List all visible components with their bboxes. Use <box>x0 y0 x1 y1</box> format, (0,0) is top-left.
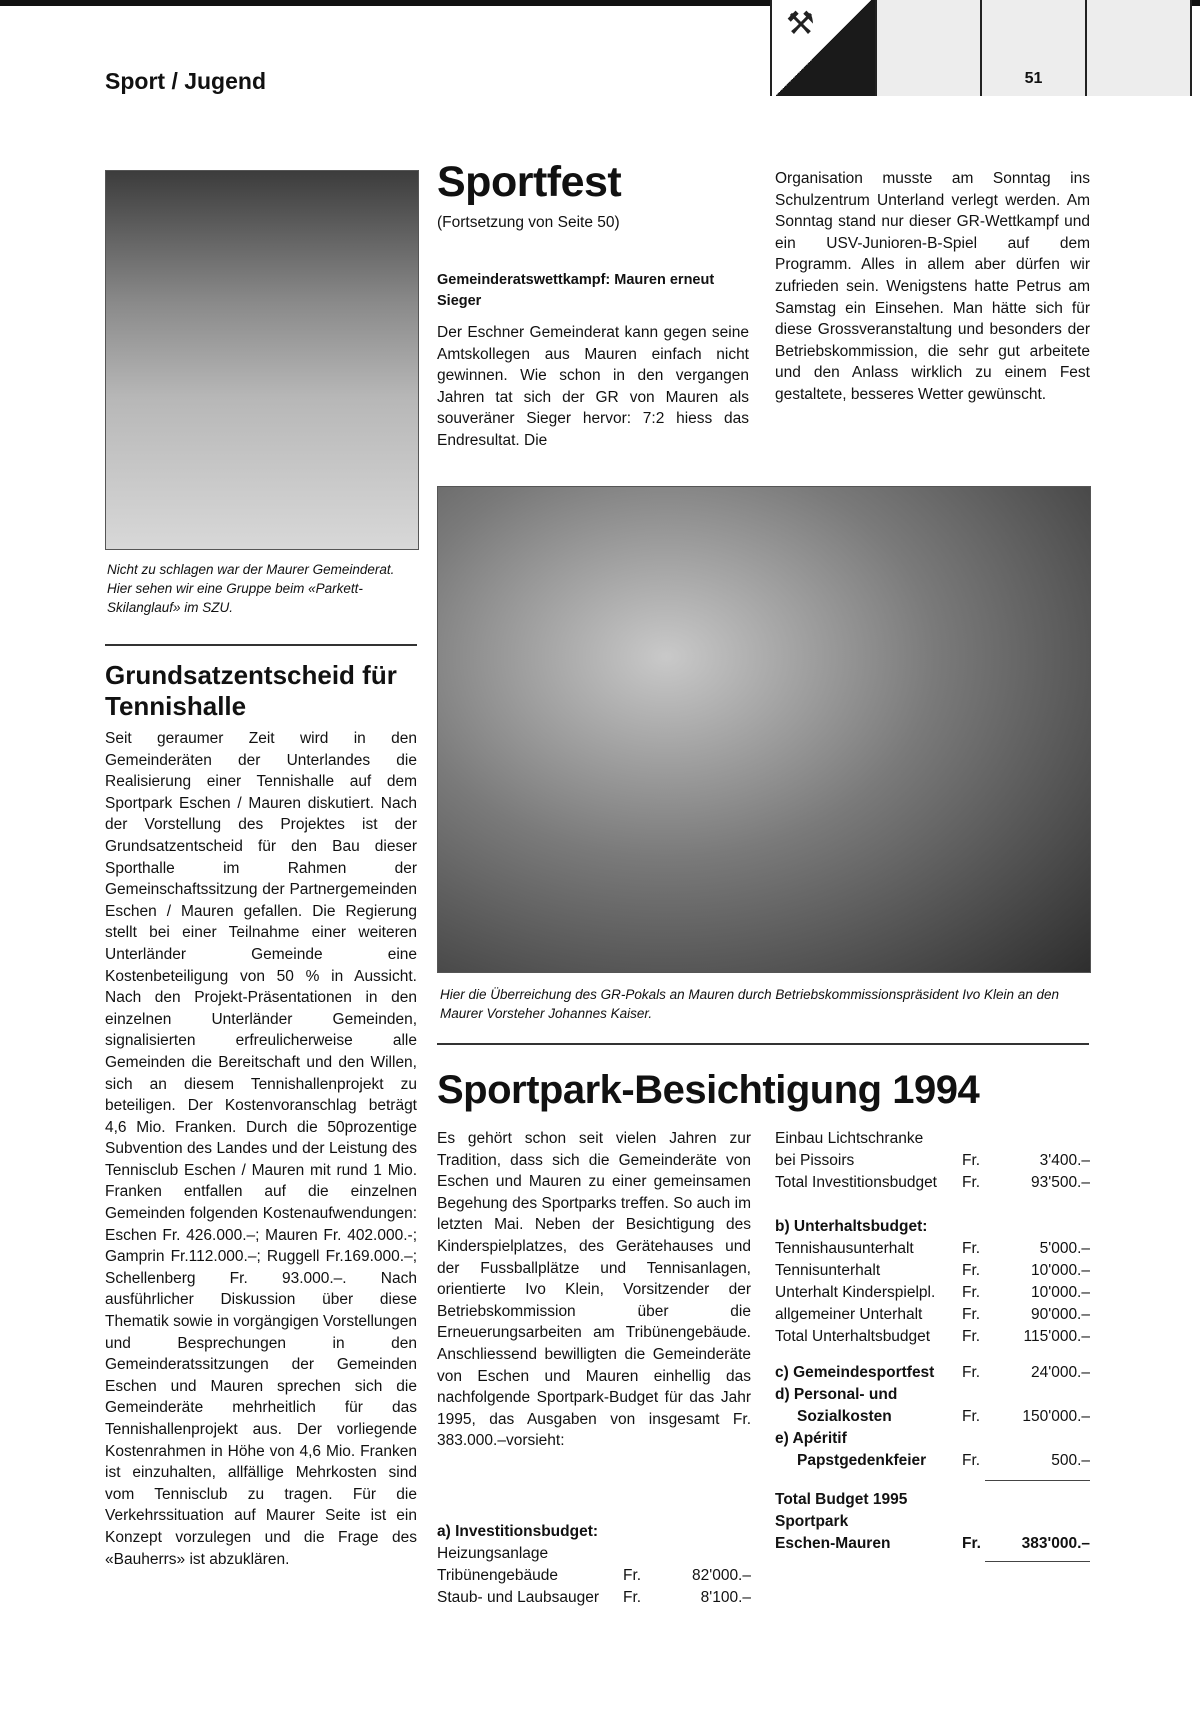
budget-row: allgemeiner Unterhalt Fr. 90'000.– <box>775 1306 1090 1323</box>
sportfest-continuation: (Fortsetzung von Seite 50) <box>437 214 620 231</box>
budget-row: Einbau Lichtschranke <box>775 1130 924 1147</box>
budget-row: Unterhalt Kinderspielpl. Fr. 10'000.– <box>775 1284 1090 1301</box>
page-number: 51 <box>1024 70 1043 87</box>
photo-parkett-skilanglauf <box>105 170 419 550</box>
budget-row-e2: Papstgedenkfeier Fr. 500.– <box>797 1452 1090 1469</box>
budget-row-d1: d) Personal- und <box>775 1386 898 1403</box>
sportpark-title: Sportpark-Besichtigung 1994 <box>437 1068 980 1112</box>
sportfest-title: Sportfest <box>437 158 622 206</box>
budget-row: Staub- und Laubsauger Fr. 8'100.– <box>437 1589 751 1606</box>
budget-row: Tribünengebäude Fr. 82'000.– <box>437 1567 751 1584</box>
section-header: Sport / Jugend <box>105 68 266 94</box>
sportfest-subhead: Gemeinderatswettkampf: Mauren erneut Sieger <box>437 272 715 309</box>
divider-left <box>105 644 417 646</box>
budget-row-e1: e) Apéritif <box>775 1430 847 1447</box>
sportpark-intro: Es gehört schon seit vielen Jahren zur Tradition, dass sich die Gemeinderäte von Eschen und Mauren zu einer gemeinsamen Begehung des Sportparks treffen. So auch im letzten Mai. Neben der Besichtigung des Kinderspielplatzes, des Gerätehauses und der Fussballplätze und Tennisanlagen, orientierte Ivo Klein, Vorsitzender der Betriebskommission über die Erneuerungsarbeiten am Tribünengebäude. Anschliessend bewilligten die Gemeinderäte von Eschen und Mauren einhellig das nachfolgende Sportpark-Budget für das Jahr 1995, das Ausgaben von insgesamt Fr. 383.000.–vorsieht: <box>437 1130 751 1450</box>
tab-blank-1 <box>875 0 980 96</box>
header-tabs <box>770 0 1192 96</box>
budget-row: Tennisunterhalt Fr. 10'000.– <box>775 1262 1090 1279</box>
budget-total-2: Sportpark <box>775 1513 849 1530</box>
total-rule-bottom <box>985 1561 1090 1562</box>
budget-row: Heizungsanlage <box>437 1545 549 1562</box>
tab-blank-2 <box>1085 0 1192 96</box>
budget-row: Total Unterhaltsbudget Fr. 115'000.– <box>775 1328 1090 1345</box>
budget-total-1: Total Budget 1995 <box>775 1491 908 1508</box>
crossed-tools-icon: ⚒ <box>786 5 815 41</box>
budget-row-c: c) Gemeindesportfest Fr. 24'000.– <box>775 1364 1090 1381</box>
budget-row: Total Investitionsbudget Fr. 93'500.– <box>775 1174 1090 1191</box>
budget-a-title: a) Investitionsbudget: <box>437 1523 599 1540</box>
sportfest-text-col1: Der Eschner Gemeinderat kann gegen seine Amtskollegen aus Mauren einfach nicht gewinnen. Wie schon in den vergangen Jahren tat sich der GR von Mauren als souveräner Sieger hervor: 7:2 hiess das Endresultat. Die <box>437 324 749 449</box>
budget-b-title: b) Unterhaltsbudget: <box>775 1218 928 1235</box>
photo-trophy-handover <box>437 486 1091 973</box>
divider-right <box>437 1043 1089 1045</box>
tennis-body: Seit geraumer Zeit wird in den Gemeinderäten der Unterlandes die Realisierung einer Tennishalle auf dem Sportpark Eschen / Mauren diskutiert. Nach der Vorstellung des Projektes ist der Grundsatzentscheid für den Bau dieser Sporthalle im Rahmen der Gemeinschaftssitzung der Partnergemeinden Eschen / Mauren gefallen. Die Regierung stellt bei einer Teilnahme einer weiteren Unterländer Gemeinde eine Kostenbeteiligung von 50 % in Aussicht. Nach den Projekt-Präsentationen in den einzelnen Unterländer Gemeinden, signalisierten erfreulicherweise alle Gemeinden die Bereitschaft und den Willen, sich an diesem Tennishallenprojekt zu beteiligen. Der Kostenvoranschlag beträgt 4,6 Mio. Franken. Durch die 50prozentige Subvention des Landes und der Leistung des Tennisclub Eschen / Mauren mit rund 1 Mio. Franken entfallen auf die einzelnen Gemeinden folgenden Kostenaufwendungen: Eschen Fr. 426.000.–; Mauren Fr. 402.000.-; Gamprin Fr.112.000.–; Ruggell Fr.169.000.–; Schellenberg Fr. 93.000.–. Nach ausführlicher Diskussion über diese Thematik sowie in vorgängigen Vorstellungen und Besprechungen in den Gemeinderatssitzungen der Gemeinden Eschen und Mauren sprechen sich die Gemeinderäte mehrheitlich für das Tennishallenprojekt aus. Der vorliegende Kostenrahmen in Höhe von 4,6 Mio. Franken ist einzuhalten, allfällige Mehrkosten sind vom Tennisclub zu tragen. Für die Verkehrssituation auf Maurer Seite ist ein Konzept vorzulegen und die Frage des «Bauherrs» ist abzuklären. <box>105 730 417 1568</box>
total-rule-top <box>985 1480 1090 1481</box>
sportfest-text-col2: Organisation musste am Sonntag ins Schulzentrum Unterland verlegt werden. Am Sonntag stand nur dieser GR-Wettkampf und ein USV-Junioren-B-Spiel auf dem Programm. Alles in allem aber dürfen wir zufrieden sein. Wenigstens hatte Petrus am Samstag ein Einsehen. Man hätte sich für diese Grossveranstaltung und besonders der Betriebskommission, die sehr gut arbeitete und den Anlass wirklich zu einem Fest gestaltete, besseres Wetter gewünscht. <box>775 170 1090 403</box>
budget-row-d2: Sozialkosten Fr. 150'000.– <box>797 1408 1090 1425</box>
budget-investment <box>437 1521 751 1609</box>
budget-right-column <box>775 1128 1090 1562</box>
tennis-title: Grundsatzentscheid für Tennishalle <box>105 660 397 721</box>
photo-caption-top-left: Nicht zu schlagen war der Maurer Gemeinderat. Hier sehen wir eine Gruppe beim «Parkett-Skilanglauf» im SZU. <box>107 562 395 615</box>
budget-row: Tennishausunterhalt Fr. 5'000.– <box>775 1240 1090 1257</box>
page-number-tab <box>980 0 1085 96</box>
budget-total-3: Eschen-Mauren Fr. 383'000.– <box>775 1535 1090 1552</box>
logo-tab <box>770 0 875 96</box>
photo-caption-trophy: Hier die Überreichung des GR-Pokals an Mauren durch Betriebskommissionspräsident Ivo Klein an den Maurer Vorsteher Johannes Kaiser. <box>440 987 1060 1021</box>
budget-row: bei Pissoirs Fr. 3'400.– <box>775 1152 1090 1169</box>
